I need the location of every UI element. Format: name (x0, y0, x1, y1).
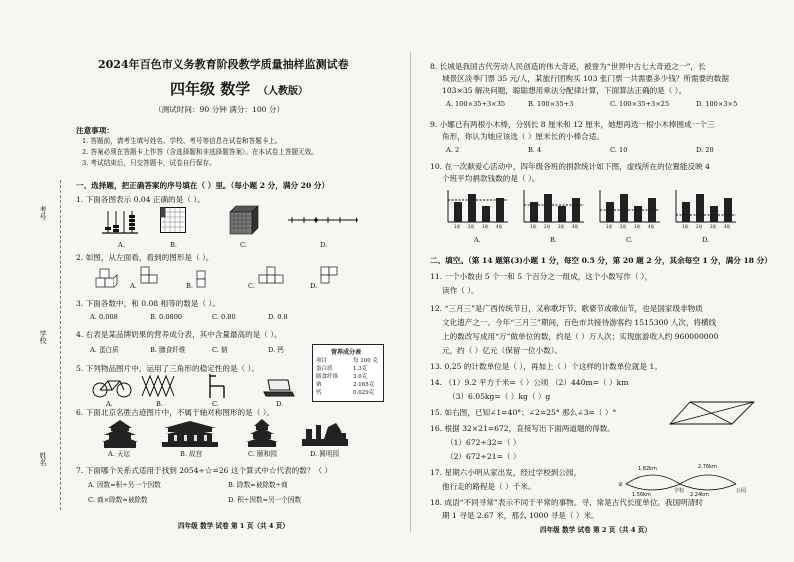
q1-text: 1. 下面各图表示 0.04 正确的是（ ）。 (76, 195, 205, 204)
q18-line-2: 期 1 寻是 2.67 米，那么 1000 寻是（ ）米。 (442, 511, 599, 520)
nutrition-row-value: 1.3克 (353, 366, 368, 372)
q2-option-a: A. (130, 282, 137, 290)
q5-laptop-figure (262, 378, 296, 398)
q10b-class-label: 2班 (544, 224, 551, 229)
q12-line-3: 上的数改写成用“万”做单位的数，约是（ ）万人次；实现旅游收入约 960000000 (442, 332, 719, 341)
q9-line-1: 9. 小娜已有两根小木棒，分别长 8 厘米和 12 厘米，她想再选一根小木棒围成一个三 (430, 120, 715, 129)
q10-line-1: 10. 在一次献爱心活动中，四年级各班的捐款统计如下图，虚线所在的位置能反映 4 (430, 162, 710, 171)
q6-old-summer-palace-figure (300, 421, 350, 447)
edition: （人教版） (258, 86, 308, 97)
q1-option-d: D. (320, 241, 328, 249)
q2-solid-figure (94, 266, 118, 290)
q4-option-c: C. 钠 (212, 346, 228, 354)
q8-line-1: 8. 长城是我国古代劳动人民创造的伟大奇迹，被誉为“世界中古七大奇迹之一”，长 (430, 62, 706, 71)
q7-option-b: B. 除数=被除数÷商 (228, 481, 288, 489)
q1-option-b: B. (170, 241, 177, 249)
q8-option-a: A. 100×35+3×35 (446, 100, 506, 108)
q5-lattice-figure (140, 374, 180, 398)
q10a-class-label: 2班 (468, 224, 475, 229)
q9-option-d: D. 20 (696, 146, 714, 154)
q6-temple-of-heaven-figure (100, 419, 140, 449)
q17-label-top-left: 1.82km (638, 466, 657, 472)
note-item: 2. 答案必须在答题卡上作答（含选择题和非选择题答案）。在本试卷上答题无效。 (82, 148, 318, 156)
q3-option-c: C. 0.80 (212, 313, 236, 321)
q17-label-bottom-left: 1.56km (632, 492, 651, 498)
q17-home-label: 家 (618, 482, 624, 488)
nutrition-row-label: 膳食纤维 (316, 374, 339, 380)
q9-option-a: A. 2 (446, 146, 460, 154)
q12-line-2: 文化遗产之一。今年“三月三”期间，百色市共接待游客约 1515300 人次，将横线 (442, 318, 717, 327)
q8-line-2: 城景区淡季门票 35 元/人，某旅行团购买 103 张门票一共需要多少钱？所需要的数据 (442, 74, 729, 83)
time-score: （测试时间：90 分钟 满分：100 分） (154, 105, 285, 114)
q5-bicycle-figure (92, 376, 132, 398)
q2-shape-d (320, 266, 342, 288)
q1-hundred-grid-figure (160, 207, 186, 233)
q10d-class-label: 3班 (710, 224, 717, 229)
q3-option-b: B. 0.0800 (150, 313, 183, 321)
q5-text: 5. 下列物品图片中，运用了三角形的稳定性的是（ ）。 (76, 364, 259, 373)
q6-text: 6. 下面北京名胜古迹图片中，不属于轴对称图形的是（ ）。 (76, 408, 275, 417)
margin-label-school: 学校 (39, 330, 47, 344)
q10-option-b: B. (550, 236, 557, 244)
nutrition-header-item: 项目 (316, 358, 328, 364)
q18-line-1: 18. 成语“不同寻常”表示不同于平常的事物。寻、常是古代长度单位。我国明清时 (430, 498, 703, 507)
q14-line-2: （3）6.05kg=（ ）kg（ ）g (448, 392, 551, 401)
footer-page-2: 四年级 数学 试卷 第 2 页（共 4 页） (540, 526, 651, 534)
section2-heading: 二、填空。（第 14 题第(3)小题 1 分，每空 0.5 分，第 20 题 2 分，其余每空 1 分，满分 18 分） (430, 256, 772, 265)
q4-option-b: B. 膳食纤维 (150, 346, 186, 354)
q2-shape-b (196, 270, 214, 288)
q6-forbidden-city-figure (160, 420, 220, 448)
q6-option-c: C. 颐和园 (248, 450, 277, 458)
q4-option-d: D. 钙 (268, 346, 284, 354)
q10a-class-label: 1班 (454, 224, 461, 229)
nutrition-row-value: 0.029克 (353, 390, 375, 396)
notes-heading: 注意事项： (76, 126, 114, 135)
section1-heading: 一、选择题，把正确答案的序号填在（ ）里。（每小题 2 分，满分 20 分） (76, 181, 330, 190)
nutrition-row-value: 3.0克 (353, 374, 368, 380)
q11-line-2: 读作（ ）。 (442, 286, 479, 295)
exam-title: 2024年百色市义务教育阶段教学质量抽样监测试卷 (98, 58, 349, 71)
q9-line-2: 角形，你认为她应该选（ ）厘米长的小棒合适。 (442, 132, 604, 141)
q7-option-c: C. 商×除数=被除数 (88, 496, 148, 504)
q7-option-d: D. 积÷因数=另一个因数 (228, 496, 302, 504)
binding-line (60, 180, 61, 510)
q17-label-bottom-right: 2.24km (690, 492, 709, 498)
q7-option-a: A. 因数=积÷另一个因数 (88, 481, 161, 489)
nutrition-row-value: 2.165克 (353, 382, 375, 388)
q17-line-2: 他行走的路程是（ ）千米。 (442, 482, 536, 491)
q8-line-3: 103×35 解决问题，聪聪想用乘法分配律计算，下面算法正确的是（ ）。 (442, 86, 687, 95)
q12-line-1: 12. “三月三”是广西传统节日，又称歌圩节、歌婆节或歌仙节，也是国家级非物质 (430, 304, 703, 313)
q10-option-d: D. (702, 236, 710, 244)
q10-chart-a (446, 188, 510, 230)
q10c-class-label: 2班 (620, 224, 627, 229)
nutrition-title: 营养成分表 (331, 349, 362, 356)
q1-number-line-figure (288, 214, 358, 226)
q5-option-a: A. (106, 400, 113, 408)
q3-text: 3. 下面各数中，和 0.08 相等的数是（ ）。 (76, 299, 220, 308)
q16-line-3: （2）672÷21=（ ） (446, 452, 521, 461)
margin-label-exam-number: 考号 (39, 206, 47, 220)
q2-option-b: B. (186, 282, 193, 290)
q10b-class-label: 4班 (572, 224, 579, 229)
nutrition-row-label: 钙 (316, 390, 322, 396)
q2-option-c: C. (248, 282, 255, 290)
q8-option-d: D. 100×3×5 (696, 100, 738, 108)
q5-option-c: C. (212, 400, 219, 408)
footer-page-1: 四年级 数学 试卷 第 1 页（共 4 页） (178, 522, 289, 530)
q10-chart-b (522, 188, 586, 230)
nutrition-header-value: 每 100 克 (353, 358, 378, 364)
q17-label-top-right: 2.76km (698, 464, 717, 470)
q11-line-1: 11. 一个小数由 5 个一和 5 个百分之一组成，这个小数写作（ ）， (430, 272, 653, 281)
q2-shape-a (140, 266, 158, 288)
q1-option-c: C. (240, 241, 247, 249)
q1-abacus-figure (100, 207, 140, 235)
q10d-class-label: 2班 (696, 224, 703, 229)
q2-option-d: D. (310, 282, 318, 290)
q10c-class-label: 3班 (634, 224, 641, 229)
q17-line-1: 17. 星期六小明从家出发，经过学校到公园， (430, 468, 582, 477)
q10c-class-label: 4班 (648, 224, 655, 229)
margin-label-name: 姓名 (39, 452, 47, 466)
q10-option-c: C. (626, 236, 633, 244)
q6-option-d: D. 圆明园 (310, 450, 340, 458)
q16-line-2: （1）672÷32=（ ） (446, 438, 521, 447)
q14-line-1: 14. （1）9.2 平方千米=（ ）公顷 （2）440m=（ ）km (430, 378, 629, 387)
q1-option-a: A. (118, 241, 125, 249)
q4-option-a: A. 蛋白质 (90, 346, 119, 354)
q17-school-label: 学校 (674, 488, 685, 494)
q7-text: 7. 下面哪个关系式适用于找到 2054÷☆=26 这个算式中☆代表的数？（ ） (76, 466, 333, 475)
q15-angle-figure (668, 400, 756, 426)
q8-option-b: B. 100×35+3 (528, 100, 574, 108)
q9-option-b: B. 4 (528, 146, 542, 154)
q10d-class-label: 1班 (682, 224, 689, 229)
note-item: 1. 答题前，请考生填写姓名、学校、考号等信息在试卷和答题卡上。 (82, 137, 282, 145)
q10c-class-label: 1班 (606, 224, 613, 229)
q2-shape-c (258, 266, 284, 288)
q10-chart-d (674, 188, 738, 230)
q5-option-d: D. (276, 400, 284, 408)
q6-option-a: A. 天坛 (108, 450, 131, 458)
nutrition-table (312, 344, 384, 402)
q3-option-a: A. 0.008 (90, 313, 118, 321)
q15-text: 15. 如右图，已知∠1=40°；∠2=25° 那么∠3=（ ）° (430, 408, 617, 417)
q12-line-4: 元，约（ ）亿元（保留一位小数）。 (442, 346, 563, 355)
q10b-class-label: 1班 (530, 224, 537, 229)
q9-option-c: C. 10 (610, 146, 628, 154)
q2-text: 2. 如图，从左面看，看到的图形是（ ）。 (76, 253, 214, 262)
q10-option-a: A. (474, 236, 481, 244)
q16-line-1: 16. 根据 32×21=672，直接写出下面两道题的得数。 (430, 424, 615, 433)
q6-option-b: B. 故宫 (180, 450, 203, 458)
q4-text: 4. 右表是某品牌奶果的营养成分表，其中含量最高的是（ ）。 (76, 330, 282, 339)
q5-chair-figure (206, 372, 228, 400)
q10a-class-label: 4班 (496, 224, 503, 229)
q3-option-d: D. 0.8 (268, 313, 288, 321)
q10-line-2: 个班平均捐款钱数的是（ ）。 (442, 174, 540, 183)
q17-route-figure (618, 462, 748, 498)
q10b-class-label: 3班 (558, 224, 565, 229)
nutrition-row-label: 钠 (316, 382, 322, 388)
q10-chart-c (598, 188, 662, 230)
q10d-class-label: 4班 (724, 224, 731, 229)
q6-summer-palace-figure (242, 418, 282, 448)
q5-option-b: B. (156, 400, 163, 408)
q8-option-c: C. 100×35+3×25 (610, 100, 670, 108)
q10a-class-label: 3班 (482, 224, 489, 229)
page-divider (410, 52, 411, 532)
grade-subject: 四年级 数学 (170, 80, 251, 98)
note-item: 3. 考试结束后，只交答题卡，试卷自行保存。 (82, 159, 216, 167)
nutrition-row-label: 蛋白质 (316, 366, 333, 372)
q17-park-label: 公园 (736, 488, 747, 494)
q13-text: 13. 0.25 的计数单位是（ ），再加上（ ）个这样的计数单位就是 1。 (430, 362, 662, 371)
q1-cube-figure (228, 204, 260, 236)
